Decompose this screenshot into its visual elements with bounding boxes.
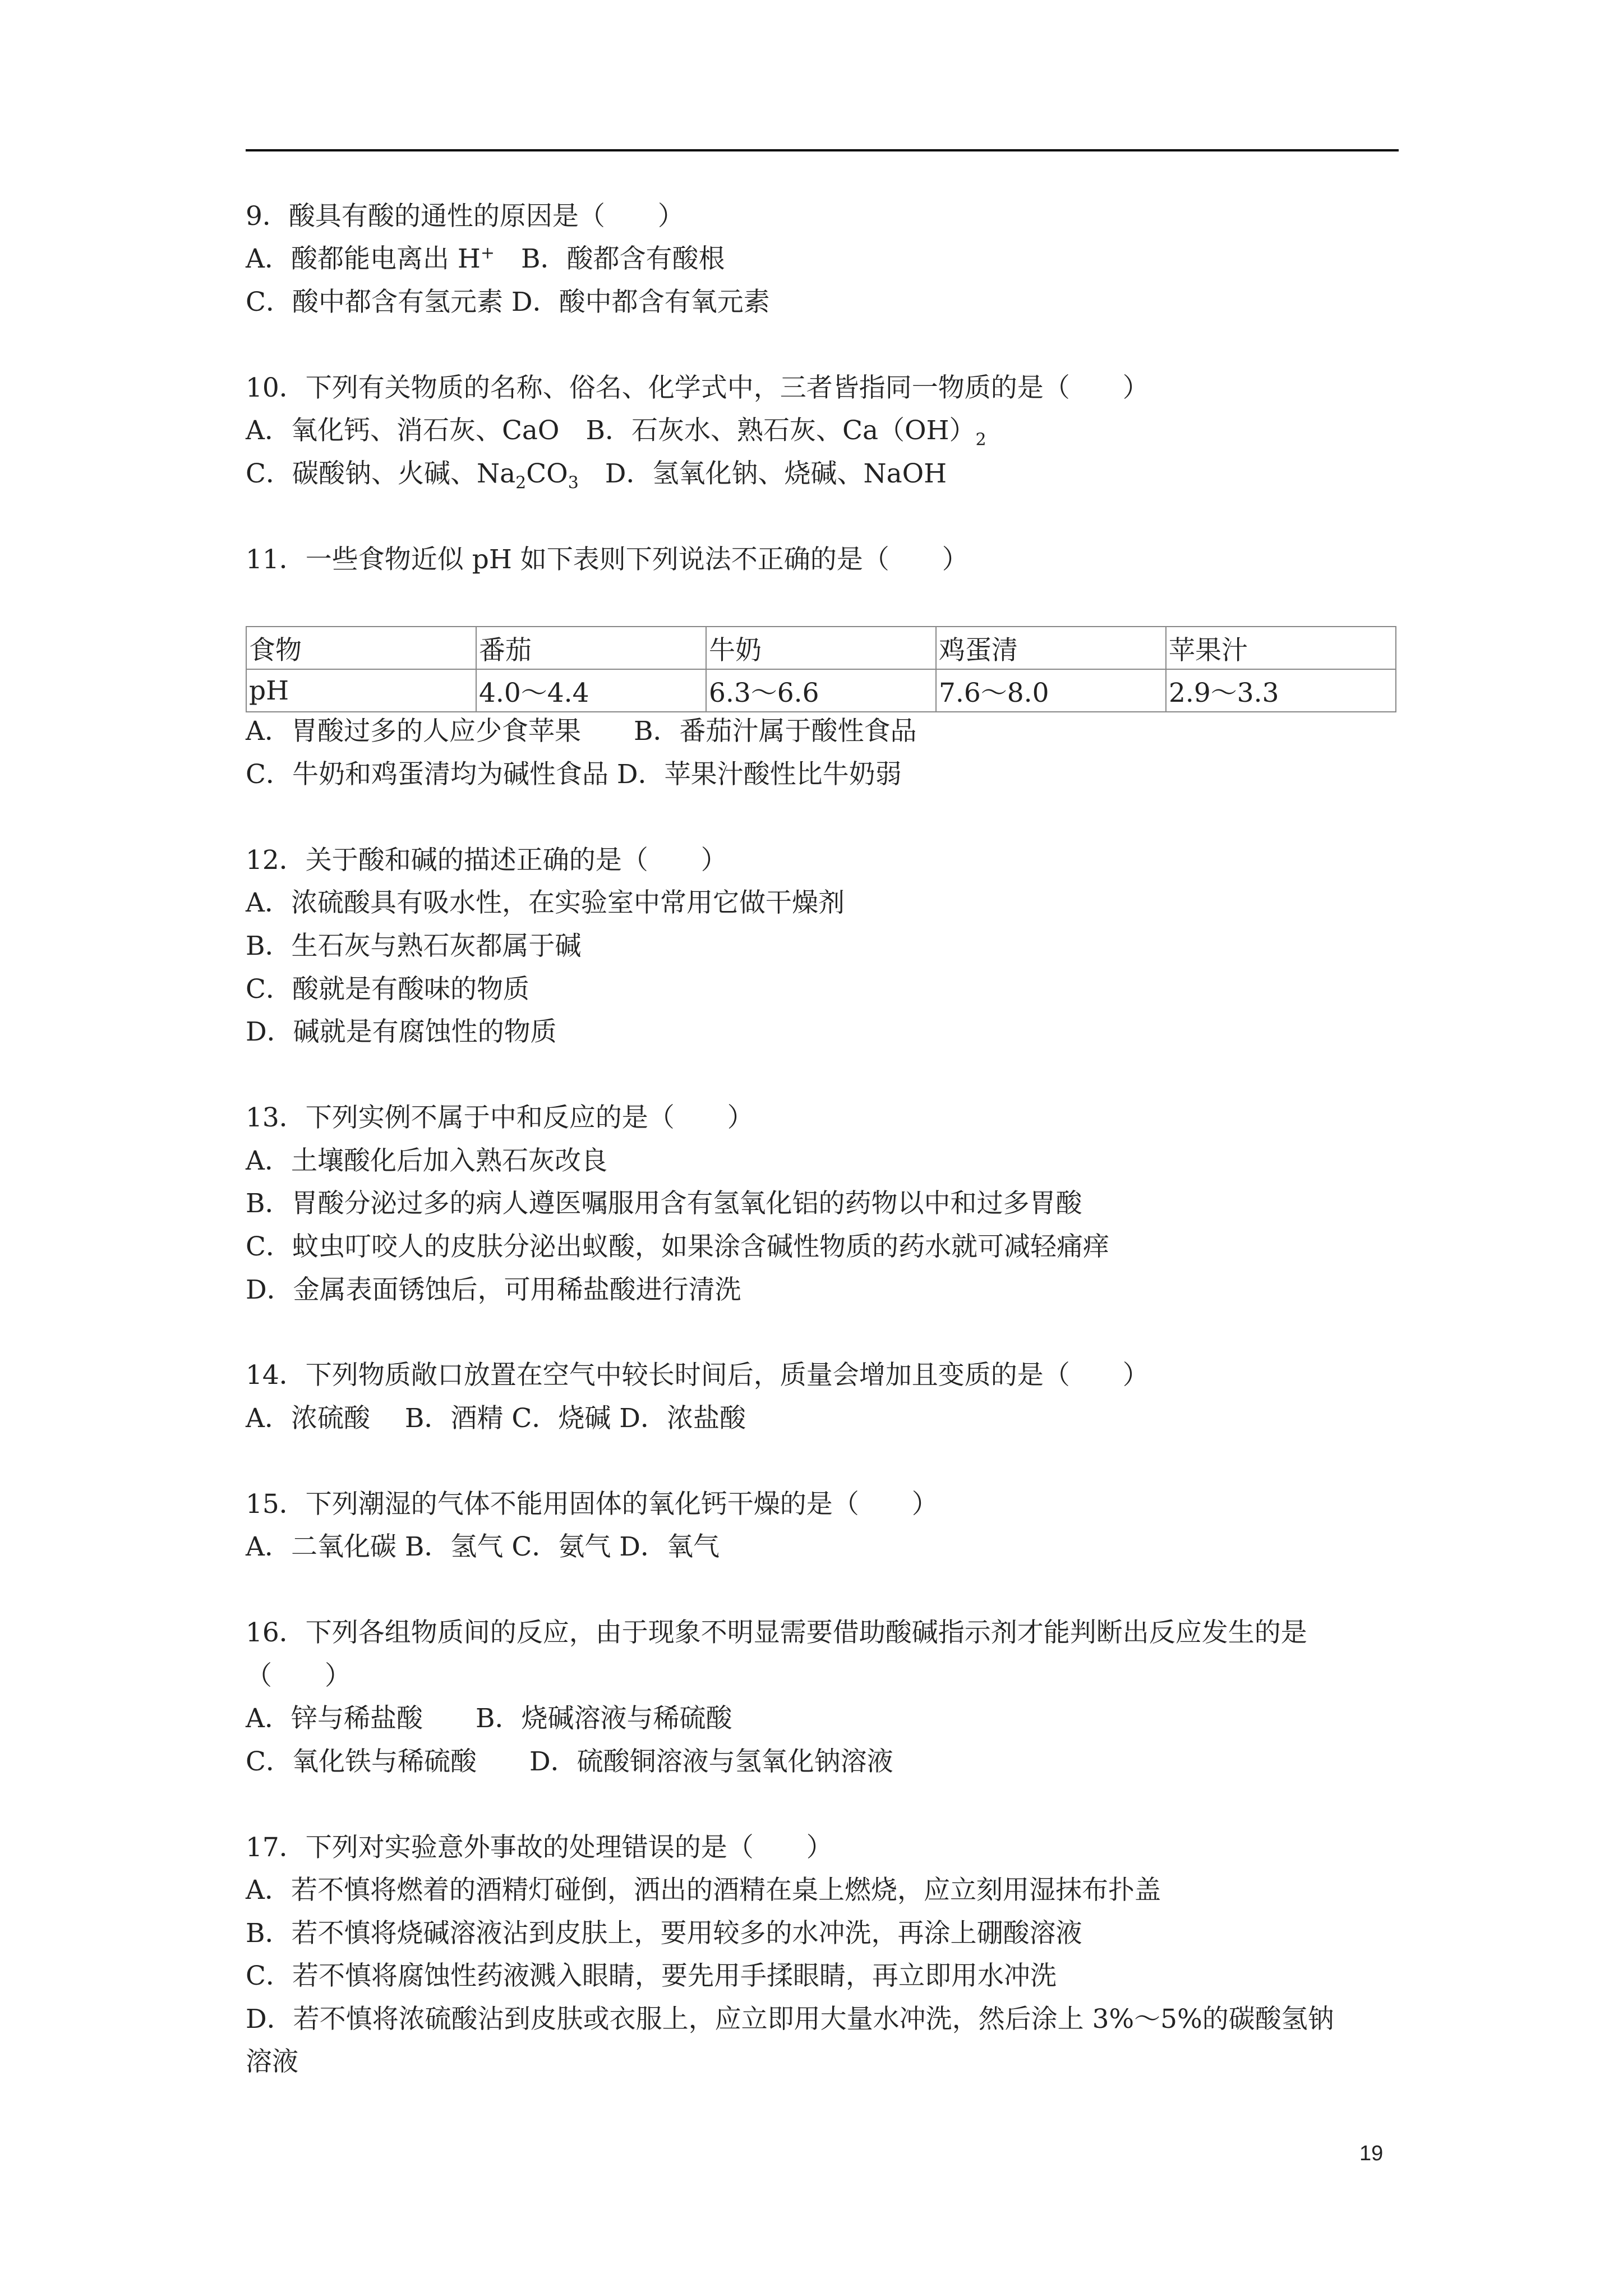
question-11-options-ab: A．胃酸过多的人应少食苹果 B．番茄汁属于酸性食品 (246, 716, 917, 747)
question-12-stem: 12．关于酸和碱的描述正确的是（ ） (246, 845, 727, 876)
subscript: 3 (568, 473, 579, 493)
question-17-stem: 17．下列对实验意外事故的处理错误的是（ ） (246, 1832, 833, 1863)
table-cell: 牛奶 (706, 627, 936, 669)
table-cell: 7.6～8.0 (936, 669, 1166, 712)
table-cell: 食物 (246, 627, 476, 669)
question-16-options-ab: A．锌与稀盐酸 B．烧碱溶液与稀硫酸 (246, 1703, 732, 1734)
table-cell: pH (246, 669, 476, 712)
option-text: C．碳酸钠、火碱、Na (246, 458, 516, 489)
superscript: + (480, 243, 495, 263)
question-14-stem: 14．下列物质敞口放置在空气中较长时间后，质量会增加且变质的是（ ） (246, 1360, 1149, 1391)
question-13-stem: 13．下列实例不属于中和反应的是（ ） (246, 1102, 754, 1133)
question-14-options: A．浓硫酸 B．酒精 C．烧碱 D．浓盐酸 (246, 1403, 746, 1434)
question-9-options-cd: C．酸中都含有氢元素 D．酸中都含有氧元素 (246, 287, 770, 318)
question-13-option-a: A．土壤酸化后加入熟石灰改良 (246, 1145, 607, 1176)
question-17-option-c: C．若不慎将腐蚀性药液溅入眼睛，要先用手揉眼睛，再立即用水冲洗 (246, 1961, 1057, 1991)
table-row (246, 669, 1396, 712)
ph-table (246, 626, 1396, 712)
header-rule (246, 149, 1399, 151)
table-cell: 苹果汁 (1166, 627, 1396, 669)
option-text: B．酸都含有酸根 (495, 243, 725, 274)
question-10-stem: 10．下列有关物质的名称、俗名、化学式中，三者皆指同一物质的是（ ） (246, 372, 1149, 403)
question-11-options-cd: C．牛奶和鸡蛋清均为碱性食品 D．苹果汁酸性比牛奶弱 (246, 759, 902, 790)
question-10-options-cd (246, 457, 947, 491)
question-17-option-b: B．若不慎将烧碱溶液沾到皮肤上，要用较多的水冲洗，再涂上硼酸溶液 (246, 1918, 1082, 1949)
subscript: 2 (975, 430, 986, 450)
question-13-option-d: D．金属表面锈蚀后，可用稀盐酸进行清洗 (246, 1274, 741, 1305)
question-15-options: A．二氧化碳 B．氢气 C．氨气 D．氧气 (246, 1531, 720, 1562)
question-13-option-c: C．蚊虫叮咬人的皮肤分泌出蚁酸，如果涂含碱性物质的药水就可减轻痛痒 (246, 1231, 1109, 1262)
subscript: 2 (515, 473, 527, 493)
table-cell: 鸡蛋清 (936, 627, 1166, 669)
question-15-stem: 15．下列潮湿的气体不能用固体的氧化钙干燥的是（ ） (246, 1489, 938, 1520)
table-cell: 4.0～4.4 (476, 669, 706, 712)
question-17-option-d-continued: 溶液 (246, 2046, 298, 2077)
question-13-option-b: B．胃酸分泌过多的病人遵医嘱服用含有氢氧化铝的药物以中和过多胃酸 (246, 1188, 1082, 1219)
table-cell: 6.3～6.6 (706, 669, 936, 712)
question-16-options-cd: C．氧化铁与稀硫酸 D．硫酸铜溶液与氢氧化钠溶液 (246, 1746, 893, 1777)
question-11-stem: 11．一些食物近似 pH 如下表则下列说法不正确的是（ ） (246, 544, 969, 575)
question-9-options-ab (246, 242, 725, 276)
question-16-stem: 16．下列各组物质间的反应，由于现象不明显需要借助酸碱指示剂才能判断出反应发生的是 (246, 1617, 1307, 1648)
question-10-options-ab (246, 414, 986, 448)
option-text: A．氧化钙、消石灰、CaO B．石灰水、熟石灰、Ca（OH） (246, 415, 976, 446)
table-header-row (246, 627, 1396, 669)
page-number: 19 (1359, 2142, 1384, 2165)
question-12-option-c: C．酸就是有酸味的物质 (246, 974, 529, 1005)
table-cell: 番茄 (476, 627, 706, 669)
question-12-option-d: D．碱就是有腐蚀性的物质 (246, 1016, 557, 1047)
question-12-option-b: B．生石灰与熟石灰都属于碱 (246, 931, 582, 961)
table-cell: 2.9～3.3 (1166, 669, 1396, 712)
question-12-option-a: A．浓硫酸具有吸水性，在实验室中常用它做干燥剂 (246, 887, 845, 918)
option-text: D．氢氧化钠、烧碱、NaOH (578, 458, 947, 489)
question-16-stem-continued: （ ） (246, 1660, 351, 1691)
question-17-option-a: A．若不慎将燃着的酒精灯碰倒，洒出的酒精在桌上燃烧，应立刻用湿抹布扑盖 (246, 1875, 1161, 1906)
formula-text: CO (526, 458, 568, 489)
option-text: A．酸都能电离出 H (246, 243, 481, 274)
question-9-stem: 9．酸具有酸的通性的原因是（ ） (246, 201, 684, 232)
question-17-option-d: D．若不慎将浓硫酸沾到皮肤或衣服上，应立即用大量水冲洗，然后涂上 3%～5%的碳酸氢钠 (246, 2004, 1334, 2035)
